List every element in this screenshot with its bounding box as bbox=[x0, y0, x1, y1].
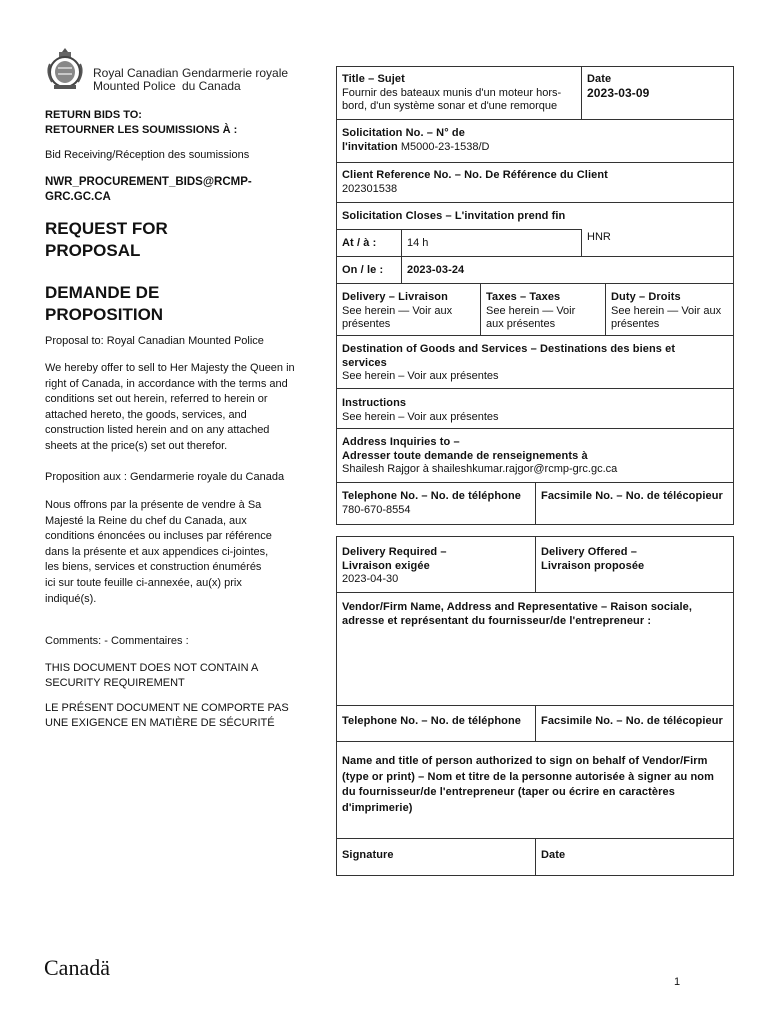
instructions-field: Instructions See herein – Voir aux présentes bbox=[342, 397, 499, 423]
agency-name-fr-1: Gendarmerie royale bbox=[182, 66, 289, 80]
request-for-proposal-title: REQUEST FOR PROPOSAL bbox=[45, 219, 168, 260]
vendor-telephone-field[interactable]: Telephone No. – No. de téléphone bbox=[342, 715, 522, 727]
demande-de-proposition-title: DEMANDE DE PROPOSITION bbox=[45, 283, 164, 324]
delivery-required-field: Delivery Required – Livraison exigée 2023-04-30 bbox=[342, 546, 447, 585]
taxes-field: Taxes – Taxes See herein — Voir aux présentes bbox=[486, 291, 576, 330]
at-label: At / à : bbox=[342, 237, 377, 249]
security-statement-en: THIS DOCUMENT DOES NOT CONTAIN A SECURITY REQUIREMENT bbox=[45, 662, 259, 689]
closing-date: 2023-03-24 bbox=[407, 264, 465, 276]
agency-name-en-1: Royal Canadian bbox=[93, 66, 179, 80]
signature-date-field[interactable]: Date bbox=[541, 849, 566, 861]
facsimile-field: Facsimile No. – No. de télécopieur bbox=[541, 490, 723, 502]
destination-field: Destination of Goods and Services – Destinations des biens et services See herein – Voir aux présentes bbox=[342, 343, 676, 382]
on-label: On / le : bbox=[342, 264, 384, 276]
authorized-person-field[interactable]: Name and title of person authorized to sign on behalf of Vendor/Firm (type or print) – Nom et titre de la personne autorisée à signer au nom du fournisseur/de l'entrepreneur (taper ou écrire en caractères d'imprimerie) bbox=[342, 755, 715, 814]
date-field: Date 2023-03-09 bbox=[587, 73, 650, 100]
proposition-aux: Proposition aux : Gendarmerie royale du Canada bbox=[45, 471, 285, 483]
signature-field[interactable]: Signature bbox=[342, 849, 394, 861]
return-bids-heading: RETURN BIDS TO: RETOURNER LES SOUMISSIONS À : bbox=[45, 109, 238, 136]
address-inquiries-field: Address Inquiries to – Adresser toute demande de renseignements à Shailesh Rajgor à shaileshkumar.rajgor@rcmp-grc.gc.ca bbox=[342, 436, 618, 475]
vendor-name-address-field[interactable]: Vendor/Firm Name, Address and Representative – Raison sociale, adresse et représentant du fournisseur/de l'entrepreneur : bbox=[342, 601, 692, 627]
vendor-facsimile-field[interactable]: Facsimile No. – No. de télécopieur bbox=[541, 715, 723, 727]
time-zone: HNR bbox=[587, 231, 611, 243]
title-field: Title – Sujet Fournir des bateaux munis d'un moteur hors- bord, d'un système sonar et d'une remorque bbox=[342, 73, 562, 112]
return-email: NWR_PROCUREMENT_BIDS@RCMP- GRC.GC.CA bbox=[45, 176, 252, 203]
agency-name-fr-2: du Canada bbox=[182, 79, 241, 93]
delivery-offered-field[interactable]: Delivery Offered – Livraison proposée bbox=[541, 546, 645, 572]
solicitation-number-field: Solicitation No. – N° de l'invitation M5000-23-1538/D bbox=[342, 127, 490, 153]
comments-label: Comments: - Commentaires : bbox=[45, 635, 189, 647]
client-reference-field: Client Reference No. – No. De Référence du Client 202301538 bbox=[342, 169, 608, 195]
bid-receiving: Bid Receiving/Réception des soumissions bbox=[45, 149, 250, 161]
proposal-to: Proposal to: Royal Canadian Mounted Police bbox=[45, 335, 264, 347]
closing-time: 14 h bbox=[407, 237, 429, 249]
solicitation-closes-label: Solicitation Closes – L'invitation prend fin bbox=[342, 210, 566, 222]
security-statement-fr: LE PRÉSENT DOCUMENT NE COMPORTE PAS UNE EXIGENCE EN MATIÈRE DE SÉCURITÉ bbox=[45, 702, 289, 729]
delivery-field: Delivery – Livraison See herein — Voir aux présentes bbox=[342, 291, 453, 330]
page-number: 1 bbox=[674, 976, 681, 988]
rcmp-crest-icon bbox=[44, 46, 86, 92]
canada-wordmark: Canadä bbox=[44, 955, 110, 980]
offer-text-fr: Nous offrons par la présente de vendre à Sa Majesté la Reine du chef du Canada, aux conditions énoncées ou incluses par référence dans la présente et aux appendices ci-jointes, les biens, services et construction énumérés ici sur toute feuille ci-annexée, au(x) prix indiqué(s). bbox=[45, 499, 272, 605]
duty-field: Duty – Droits See herein — Voir aux présentes bbox=[611, 291, 722, 330]
offer-text-en: We hereby offer to sell to Her Majesty the Queen in right of Canada, in accordance with the terms and conditions set out herein, referred to herein or attached hereto, the goods, services, and construction listed herein and on any attached sheets at the price(s) set out therefor. bbox=[45, 362, 295, 452]
telephone-field: Telephone No. – No. de téléphone 780-670-8554 bbox=[342, 490, 522, 516]
agency-name-en-2: Mounted Police bbox=[93, 79, 176, 93]
